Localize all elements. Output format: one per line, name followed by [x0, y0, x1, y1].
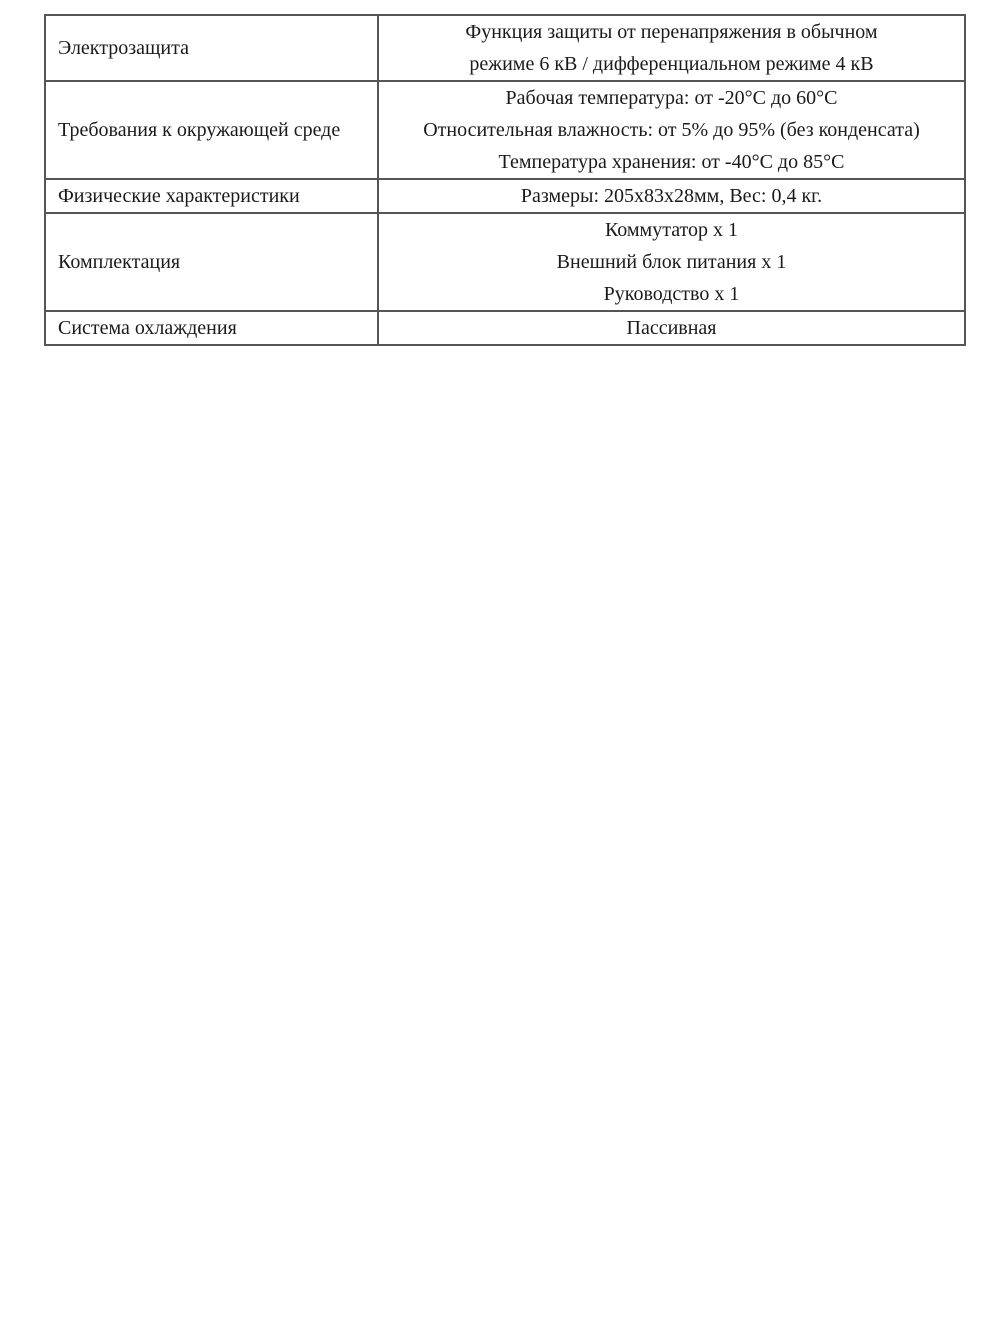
table-row: [45, 15, 965, 81]
row-label-package: Комплектация: [45, 213, 378, 311]
value-line: Рабочая температура: от -20°C до 60°C: [505, 87, 838, 109]
value-line: Относительная влажность: от 5% до 95% (без конденсата): [423, 119, 920, 141]
row-label-environment: Требования к окружающей среде: [45, 81, 378, 179]
value-line: Пассивная: [626, 317, 717, 339]
row-label-physical: Физические характеристики: [45, 179, 378, 213]
value-line: Функция защиты от перенапряжения в обычном: [465, 21, 878, 43]
value-line: Внешний блок питания x 1: [556, 251, 787, 273]
table-row: [45, 311, 965, 345]
row-value-surge-protection: [378, 15, 965, 81]
table-row: [45, 213, 965, 311]
table-row: [45, 81, 965, 179]
value-line: Размеры: 205x83x28мм, Вес: 0,4 кг.: [520, 185, 823, 207]
row-value-environment: [378, 81, 965, 179]
row-value-package: [378, 213, 965, 311]
spec-table: [44, 14, 966, 346]
value-line: режиме 6 кВ / дифференциальном режиме 4 кВ: [469, 53, 874, 75]
table-row: [45, 179, 965, 213]
row-value-cooling: [378, 311, 965, 345]
value-line: Руководство x 1: [603, 283, 740, 305]
row-value-physical: [378, 179, 965, 213]
row-label-cooling: Система охлаждения: [45, 311, 378, 345]
value-line: Коммутатор x 1: [604, 219, 739, 241]
row-label-surge-protection: Электрозащита: [45, 15, 378, 81]
value-line: Температура хранения: от -40°C до 85°C: [498, 151, 845, 173]
